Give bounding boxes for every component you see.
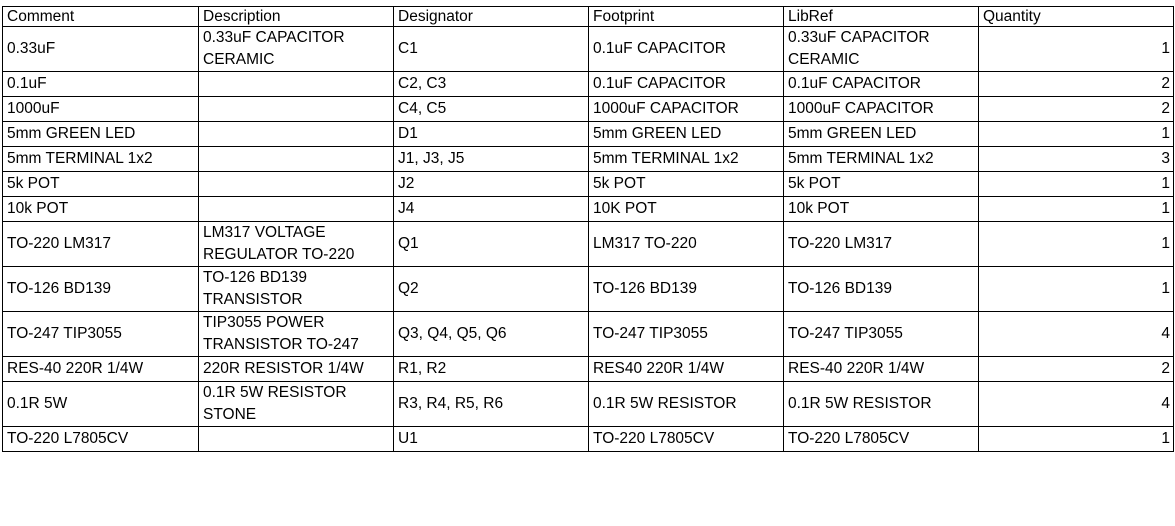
table-row xyxy=(3,122,1174,147)
cell-comment[interactable]: TO-126 BD139 xyxy=(3,267,199,312)
cell-libref[interactable]: 5mm GREEN LED xyxy=(784,122,979,147)
cell-comment[interactable]: TO-220 L7805CV xyxy=(3,427,199,452)
cell-description[interactable] xyxy=(199,72,394,97)
cell-description[interactable]: TIP3055 POWER TRANSISTOR TO-247 xyxy=(199,312,394,357)
cell-libref[interactable]: 0.1R 5W RESISTOR xyxy=(784,382,979,427)
cell-libref[interactable]: TO-247 TIP3055 xyxy=(784,312,979,357)
cell-quantity[interactable]: 1 xyxy=(979,427,1174,452)
cell-quantity[interactable]: 1 xyxy=(979,172,1174,197)
header-designator[interactable]: Designator xyxy=(394,7,589,27)
cell-libref[interactable]: 10k POT xyxy=(784,197,979,222)
cell-designator[interactable]: R1, R2 xyxy=(394,357,589,382)
cell-comment[interactable]: 1000uF xyxy=(3,97,199,122)
bom-table xyxy=(2,6,1174,452)
cell-comment[interactable]: 0.1R 5W xyxy=(3,382,199,427)
header-description[interactable]: Description xyxy=(199,7,394,27)
cell-designator[interactable]: C2, C3 xyxy=(394,72,589,97)
cell-description[interactable] xyxy=(199,97,394,122)
cell-designator[interactable]: R3, R4, R5, R6 xyxy=(394,382,589,427)
cell-libref[interactable]: TO-220 LM317 xyxy=(784,222,979,267)
cell-footprint[interactable]: TO-247 TIP3055 xyxy=(589,312,784,357)
cell-description[interactable] xyxy=(199,172,394,197)
cell-description[interactable]: TO-126 BD139 TRANSISTOR xyxy=(199,267,394,312)
cell-libref[interactable]: 0.33uF CAPACITOR CERAMIC xyxy=(784,27,979,72)
cell-comment[interactable]: 5mm GREEN LED xyxy=(3,122,199,147)
cell-libref[interactable]: 5k POT xyxy=(784,172,979,197)
cell-quantity[interactable]: 4 xyxy=(979,382,1174,427)
table-row xyxy=(3,357,1174,382)
cell-footprint[interactable]: 0.1uF CAPACITOR xyxy=(589,27,784,72)
cell-footprint[interactable]: RES40 220R 1/4W xyxy=(589,357,784,382)
header-row xyxy=(3,7,1174,27)
cell-designator[interactable]: Q1 xyxy=(394,222,589,267)
cell-designator[interactable]: C1 xyxy=(394,27,589,72)
cell-libref[interactable]: TO-126 BD139 xyxy=(784,267,979,312)
cell-designator[interactable]: J1, J3, J5 xyxy=(394,147,589,172)
cell-quantity[interactable]: 2 xyxy=(979,72,1174,97)
cell-comment[interactable]: TO-247 TIP3055 xyxy=(3,312,199,357)
cell-comment[interactable]: RES-40 220R 1/4W xyxy=(3,357,199,382)
table-row xyxy=(3,427,1174,452)
cell-libref[interactable]: RES-40 220R 1/4W xyxy=(784,357,979,382)
table-row xyxy=(3,267,1174,312)
cell-quantity[interactable]: 1 xyxy=(979,122,1174,147)
table-row xyxy=(3,97,1174,122)
cell-quantity[interactable]: 1 xyxy=(979,197,1174,222)
cell-description[interactable]: 0.1R 5W RESISTOR STONE xyxy=(199,382,394,427)
cell-footprint[interactable]: 5mm TERMINAL 1x2 xyxy=(589,147,784,172)
cell-libref[interactable]: TO-220 L7805CV xyxy=(784,427,979,452)
cell-description[interactable]: LM317 VOLTAGE REGULATOR TO-220 xyxy=(199,222,394,267)
table-row xyxy=(3,147,1174,172)
header-footprint[interactable]: Footprint xyxy=(589,7,784,27)
cell-description[interactable]: 0.33uF CAPACITOR CERAMIC xyxy=(199,27,394,72)
table-row xyxy=(3,72,1174,97)
cell-description[interactable]: 220R RESISTOR 1/4W xyxy=(199,357,394,382)
cell-libref[interactable]: 0.1uF CAPACITOR xyxy=(784,72,979,97)
cell-designator[interactable]: D1 xyxy=(394,122,589,147)
cell-libref[interactable]: 1000uF CAPACITOR xyxy=(784,97,979,122)
cell-description[interactable] xyxy=(199,122,394,147)
cell-footprint[interactable]: TO-126 BD139 xyxy=(589,267,784,312)
cell-comment[interactable]: 5mm TERMINAL 1x2 xyxy=(3,147,199,172)
cell-footprint[interactable]: 0.1uF CAPACITOR xyxy=(589,72,784,97)
cell-quantity[interactable]: 2 xyxy=(979,97,1174,122)
cell-designator[interactable]: U1 xyxy=(394,427,589,452)
cell-comment[interactable]: 0.1uF xyxy=(3,72,199,97)
table-row xyxy=(3,27,1174,72)
cell-description[interactable] xyxy=(199,147,394,172)
table-row xyxy=(3,222,1174,267)
cell-quantity[interactable]: 3 xyxy=(979,147,1174,172)
cell-footprint[interactable]: 10K POT xyxy=(589,197,784,222)
header-libref[interactable]: LibRef xyxy=(784,7,979,27)
cell-description[interactable] xyxy=(199,197,394,222)
cell-quantity[interactable]: 2 xyxy=(979,357,1174,382)
cell-footprint[interactable]: 0.1R 5W RESISTOR xyxy=(589,382,784,427)
cell-comment[interactable]: TO-220 LM317 xyxy=(3,222,199,267)
cell-designator[interactable]: J4 xyxy=(394,197,589,222)
table-row xyxy=(3,197,1174,222)
cell-footprint[interactable]: TO-220 L7805CV xyxy=(589,427,784,452)
table-row xyxy=(3,312,1174,357)
header-quantity[interactable]: Quantity xyxy=(979,7,1174,27)
cell-designator[interactable]: Q3, Q4, Q5, Q6 xyxy=(394,312,589,357)
cell-footprint[interactable]: 1000uF CAPACITOR xyxy=(589,97,784,122)
cell-quantity[interactable]: 4 xyxy=(979,312,1174,357)
cell-quantity[interactable]: 1 xyxy=(979,27,1174,72)
table-row xyxy=(3,382,1174,427)
cell-designator[interactable]: J2 xyxy=(394,172,589,197)
cell-comment[interactable]: 0.33uF xyxy=(3,27,199,72)
header-comment[interactable]: Comment xyxy=(3,7,199,27)
cell-footprint[interactable]: 5mm GREEN LED xyxy=(589,122,784,147)
table-row xyxy=(3,172,1174,197)
cell-comment[interactable]: 5k POT xyxy=(3,172,199,197)
cell-description[interactable] xyxy=(199,427,394,452)
cell-quantity[interactable]: 1 xyxy=(979,222,1174,267)
cell-designator[interactable]: C4, C5 xyxy=(394,97,589,122)
cell-footprint[interactable]: LM317 TO-220 xyxy=(589,222,784,267)
cell-footprint[interactable]: 5k POT xyxy=(589,172,784,197)
cell-libref[interactable]: 5mm TERMINAL 1x2 xyxy=(784,147,979,172)
cell-quantity[interactable]: 1 xyxy=(979,267,1174,312)
cell-designator[interactable]: Q2 xyxy=(394,267,589,312)
cell-comment[interactable]: 10k POT xyxy=(3,197,199,222)
